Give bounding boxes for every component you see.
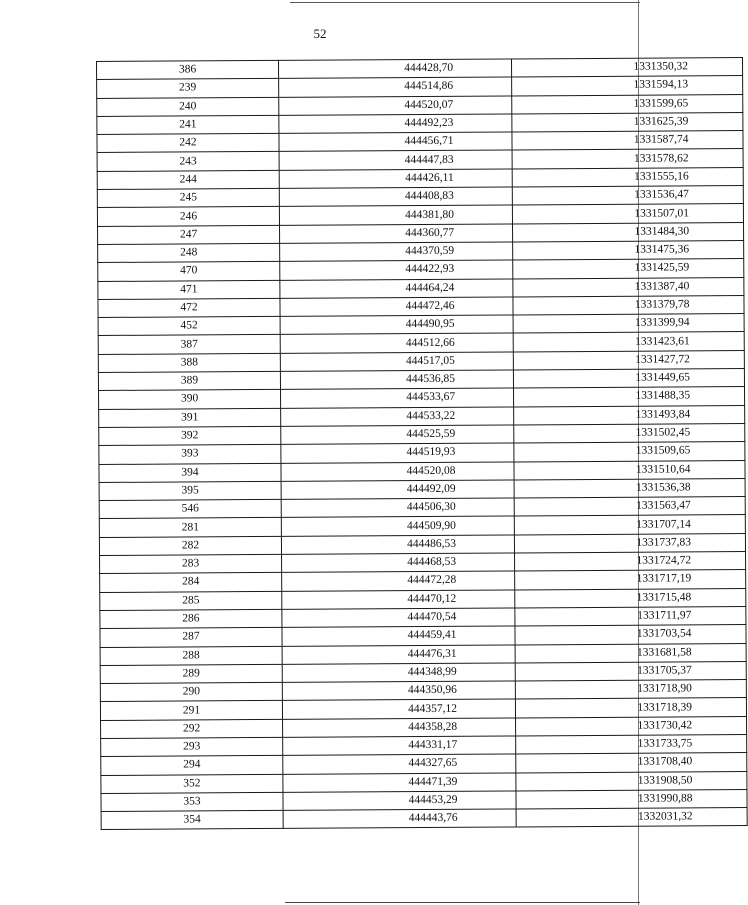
point-number-cell: 291 xyxy=(100,701,282,720)
point-number-cell: 294 xyxy=(101,756,283,775)
y-coordinate-cell: 1331555,16 xyxy=(512,167,743,187)
point-number-cell: 452 xyxy=(98,317,280,336)
y-coordinate-cell: 1331708,40 xyxy=(516,753,747,773)
y-coordinate-cell: 1331488,35 xyxy=(514,387,745,407)
x-coordinate-cell: 444331,17 xyxy=(283,736,516,756)
x-coordinate-cell: 444348,99 xyxy=(282,663,515,683)
point-number-cell: 471 xyxy=(98,280,280,299)
point-number-cell: 242 xyxy=(97,134,279,153)
y-coordinate-cell: 1331737,83 xyxy=(514,533,745,553)
point-number-cell: 388 xyxy=(98,353,280,372)
x-coordinate-cell: 444468,53 xyxy=(282,553,515,573)
y-coordinate-cell: 1331502,45 xyxy=(514,423,745,443)
y-coordinate-cell: 1331717,19 xyxy=(515,570,746,590)
y-coordinate-cell: 1331908,50 xyxy=(516,771,747,791)
x-coordinate-cell: 444536,85 xyxy=(280,370,513,390)
y-coordinate-cell: 1331379,78 xyxy=(513,295,744,315)
scan-edge-top xyxy=(290,2,640,3)
y-coordinate-cell: 1331427,72 xyxy=(513,350,744,370)
y-coordinate-cell: 1331510,64 xyxy=(514,460,745,480)
x-coordinate-cell: 444533,67 xyxy=(281,388,514,408)
x-coordinate-cell: 444358,28 xyxy=(283,718,516,738)
x-coordinate-cell: 444464,24 xyxy=(280,279,513,299)
y-coordinate-cell: 1331563,47 xyxy=(514,497,745,517)
point-number-cell: 287 xyxy=(100,628,282,647)
y-coordinate-cell: 1331724,72 xyxy=(515,552,746,572)
y-coordinate-cell: 1331594,13 xyxy=(512,76,743,96)
point-number-cell: 391 xyxy=(99,408,281,427)
point-number-cell: 470 xyxy=(98,262,280,281)
x-coordinate-cell: 444381,80 xyxy=(279,205,512,225)
point-number-cell: 293 xyxy=(101,737,283,756)
point-number-cell: 286 xyxy=(100,609,282,628)
point-number-cell: 243 xyxy=(97,152,279,171)
y-coordinate-cell: 1331625,39 xyxy=(512,112,743,132)
x-coordinate-cell: 444456,71 xyxy=(279,132,512,152)
x-coordinate-cell: 444509,90 xyxy=(281,516,514,536)
point-number-cell: 292 xyxy=(101,719,283,738)
y-coordinate-cell: 1331990,88 xyxy=(516,789,747,809)
point-number-cell: 393 xyxy=(99,445,281,464)
point-number-cell: 239 xyxy=(97,79,279,98)
x-coordinate-cell: 444476,31 xyxy=(282,644,515,664)
y-coordinate-cell: 1331475,36 xyxy=(513,241,744,261)
x-coordinate-cell: 444512,66 xyxy=(280,333,513,353)
x-coordinate-cell: 444519,93 xyxy=(281,443,514,463)
point-number-cell: 281 xyxy=(99,518,281,537)
point-number-cell: 245 xyxy=(97,188,279,207)
x-coordinate-cell: 444447,83 xyxy=(279,150,512,170)
table-row xyxy=(101,808,747,830)
point-number-cell: 472 xyxy=(98,298,280,317)
x-coordinate-cell: 444357,12 xyxy=(282,699,515,719)
x-coordinate-cell: 444370,59 xyxy=(280,242,513,262)
point-number-cell: 285 xyxy=(100,591,282,610)
x-coordinate-cell: 444443,76 xyxy=(283,809,516,829)
x-coordinate-cell: 444472,28 xyxy=(282,571,515,591)
y-coordinate-cell: 1331350,32 xyxy=(511,58,742,78)
point-number-cell: 288 xyxy=(100,646,282,665)
y-coordinate-cell: 1332031,32 xyxy=(516,808,747,828)
y-coordinate-cell: 1331681,58 xyxy=(515,643,746,663)
x-coordinate-cell: 444490,95 xyxy=(280,315,513,335)
point-number-cell: 352 xyxy=(101,774,283,793)
y-coordinate-cell: 1331733,75 xyxy=(516,735,747,755)
y-coordinate-cell: 1331703,54 xyxy=(515,625,746,645)
point-number-cell: 353 xyxy=(101,792,283,811)
x-coordinate-cell: 444453,29 xyxy=(283,791,516,811)
x-coordinate-cell: 444520,08 xyxy=(281,461,514,481)
x-coordinate-cell: 444422,93 xyxy=(280,260,513,280)
y-coordinate-cell: 1331587,74 xyxy=(512,131,743,151)
x-coordinate-cell: 444408,83 xyxy=(279,187,512,207)
y-coordinate-cell: 1331484,30 xyxy=(513,222,744,242)
x-coordinate-cell: 444525,59 xyxy=(281,425,514,445)
y-coordinate-cell: 1331536,38 xyxy=(514,478,745,498)
x-coordinate-cell: 444506,30 xyxy=(281,498,514,518)
y-coordinate-cell: 1331425,59 xyxy=(513,259,744,279)
y-coordinate-cell: 1331536,47 xyxy=(512,186,743,206)
point-number-cell: 284 xyxy=(100,573,282,592)
point-number-cell: 395 xyxy=(99,481,281,500)
point-number-cell: 386 xyxy=(97,60,279,79)
y-coordinate-cell: 1331423,61 xyxy=(513,332,744,352)
x-coordinate-cell: 444428,70 xyxy=(278,59,511,79)
y-coordinate-cell: 1331493,84 xyxy=(514,405,745,425)
point-number-cell: 283 xyxy=(100,554,282,573)
x-coordinate-cell: 444471,39 xyxy=(283,773,516,793)
y-coordinate-cell: 1331718,39 xyxy=(515,698,746,718)
x-coordinate-cell: 444360,77 xyxy=(280,224,513,244)
y-coordinate-cell: 1331449,65 xyxy=(513,369,744,389)
y-coordinate-cell: 1331705,37 xyxy=(515,661,746,681)
x-coordinate-cell: 444486,53 xyxy=(281,535,514,555)
x-coordinate-cell: 444470,54 xyxy=(282,608,515,628)
y-coordinate-cell: 1331509,65 xyxy=(514,442,745,462)
x-coordinate-cell: 444426,11 xyxy=(279,169,512,189)
y-coordinate-cell: 1331718,90 xyxy=(515,680,746,700)
x-coordinate-cell: 444459,41 xyxy=(282,626,515,646)
x-coordinate-cell: 444492,23 xyxy=(279,114,512,134)
coordinates-table xyxy=(96,57,748,830)
y-coordinate-cell: 1331387,40 xyxy=(513,277,744,297)
y-coordinate-cell: 1331711,97 xyxy=(515,606,746,626)
point-number-cell: 247 xyxy=(98,225,280,244)
point-number-cell: 241 xyxy=(97,115,279,134)
y-coordinate-cell: 1331599,65 xyxy=(512,94,743,114)
point-number-cell: 546 xyxy=(99,500,281,519)
point-number-cell: 354 xyxy=(101,811,283,830)
y-coordinate-cell: 1331707,14 xyxy=(514,515,745,535)
y-coordinate-cell: 1331399,94 xyxy=(513,314,744,334)
y-coordinate-cell: 1331730,42 xyxy=(516,716,747,736)
point-number-cell: 240 xyxy=(97,97,279,116)
point-number-cell: 394 xyxy=(99,463,281,482)
point-number-cell: 390 xyxy=(99,390,281,409)
x-coordinate-cell: 444514,86 xyxy=(279,77,512,97)
x-coordinate-cell: 444327,65 xyxy=(283,754,516,774)
y-coordinate-cell: 1331715,48 xyxy=(515,588,746,608)
point-number-cell: 244 xyxy=(97,170,279,189)
point-number-cell: 389 xyxy=(98,371,280,390)
point-number-cell: 392 xyxy=(99,426,281,445)
point-number-cell: 282 xyxy=(99,536,281,555)
x-coordinate-cell: 444472,46 xyxy=(280,297,513,317)
x-coordinate-cell: 444350,96 xyxy=(282,681,515,701)
x-coordinate-cell: 444470,12 xyxy=(282,590,515,610)
point-number-cell: 290 xyxy=(100,682,282,701)
y-coordinate-cell: 1331578,62 xyxy=(512,149,743,169)
x-coordinate-cell: 444492,09 xyxy=(281,480,514,500)
scan-edge-bottom xyxy=(285,902,640,903)
x-coordinate-cell: 444520,07 xyxy=(279,96,512,116)
y-coordinate-cell: 1331507,01 xyxy=(512,204,743,224)
coordinates-table-body xyxy=(97,58,748,830)
page-number: 52 xyxy=(313,26,327,41)
x-coordinate-cell: 444533,22 xyxy=(281,407,514,427)
x-coordinate-cell: 444517,05 xyxy=(280,352,513,372)
point-number-cell: 387 xyxy=(98,335,280,354)
point-number-cell: 248 xyxy=(98,243,280,262)
point-number-cell: 246 xyxy=(97,207,279,226)
point-number-cell: 289 xyxy=(100,664,282,683)
